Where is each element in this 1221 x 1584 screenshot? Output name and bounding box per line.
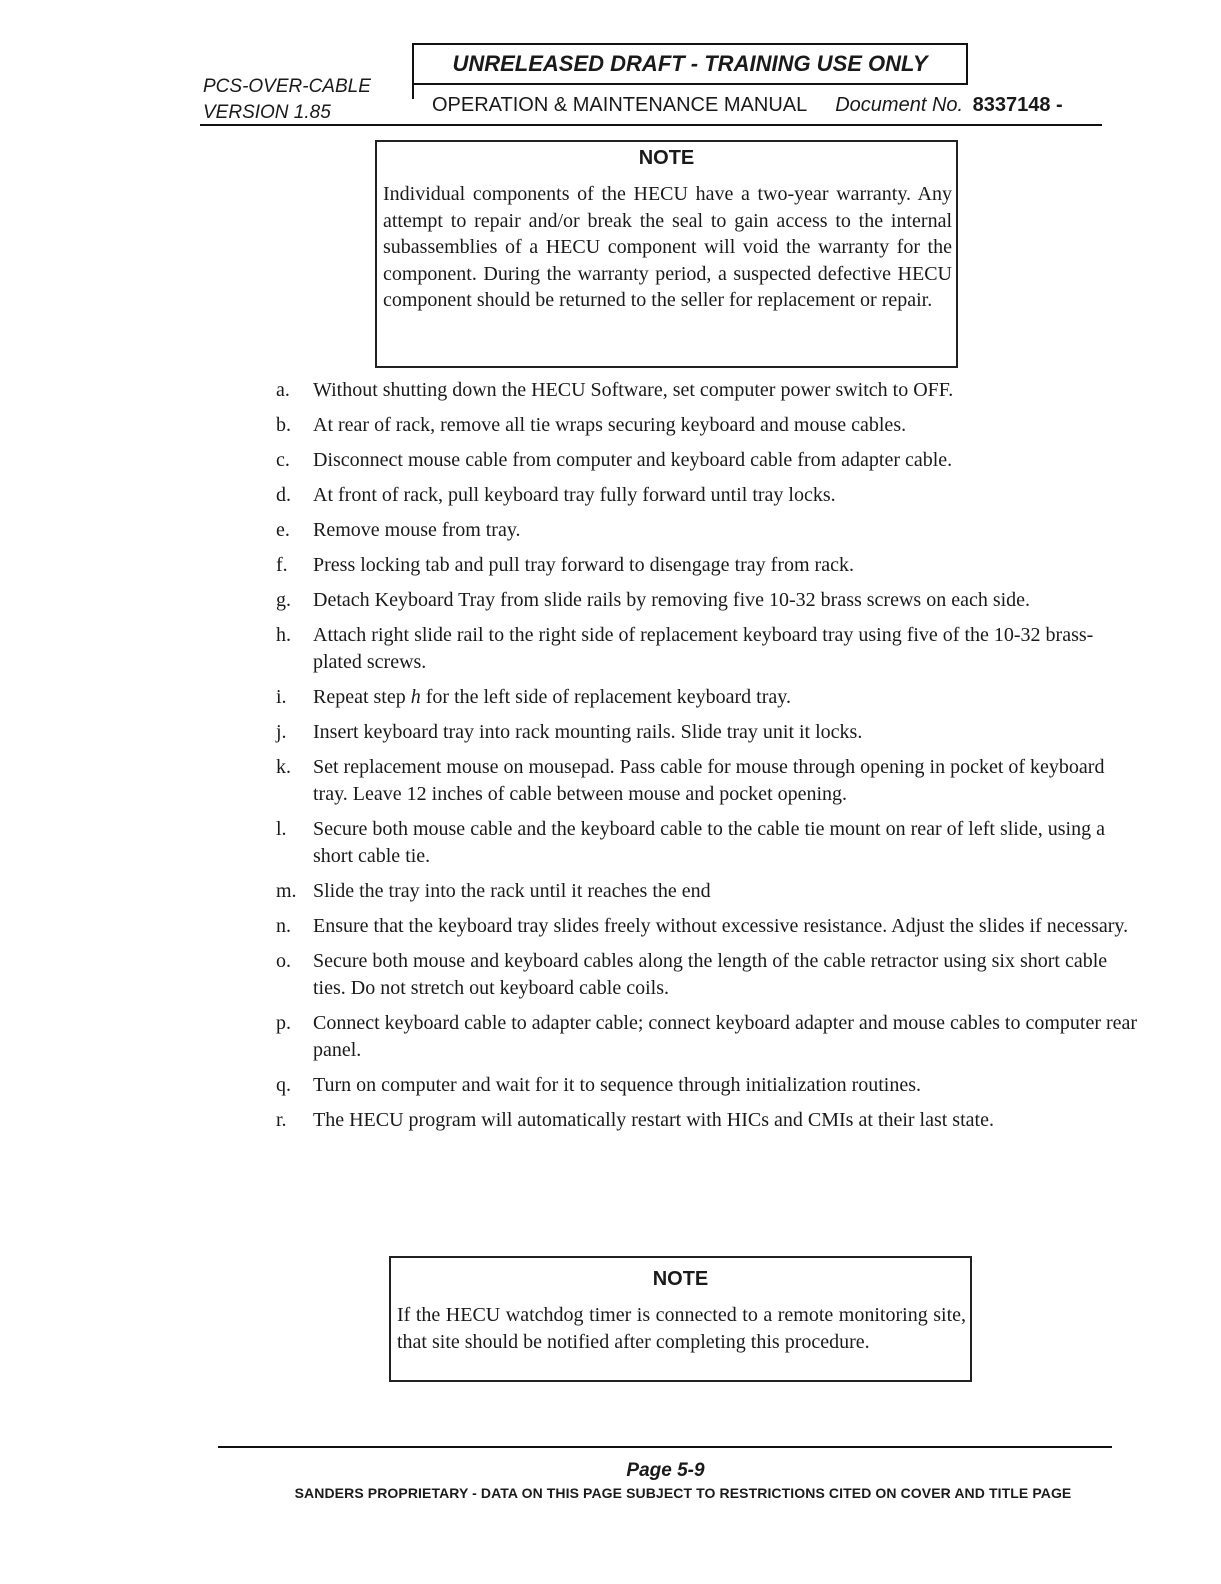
step-e <box>276 517 1138 544</box>
step-l <box>276 816 1138 870</box>
footer-rule <box>218 1446 1112 1448</box>
step-label: l. <box>276 818 287 840</box>
step-r <box>276 1107 1138 1134</box>
note-body: If the HECU watchdog timer is connected to a remote monitoring site, that site should be notified after completing this procedure. <box>397 1304 966 1353</box>
step-label: j. <box>276 721 287 743</box>
step-label: k. <box>276 756 291 778</box>
step-text-after: for the left side of replacement keyboard tray. <box>420 686 791 708</box>
header-rule <box>200 124 1102 126</box>
step-label: d. <box>276 484 291 506</box>
note-body: Individual components of the HECU have a two-year warranty. Any attempt to repair and/or break the seal to gain access to the internal subassemblies of a HECU component will void the warranty for the component. During the warranty period, a suspected defective HECU component should be returned to the seller for replacement or repair. <box>383 183 952 312</box>
step-text: Connect keyboard cable to adapter cable; connect keyboard adapter and mouse cables to computer rear panel. <box>313 1012 1138 1061</box>
step-label: n. <box>276 915 291 937</box>
step-text: Set replacement mouse on mousepad. Pass cable for mouse through opening in pocket of keyboard tray. Leave 12 inches of cable between mouse and pocket opening. <box>313 756 1105 805</box>
step-k <box>276 754 1138 808</box>
step-text: Detach Keyboard Tray from slide rails by removing five 10-32 brass screws on each side. <box>313 589 1031 611</box>
banner-divider <box>412 85 414 99</box>
step-o <box>276 948 1138 1002</box>
step-g <box>276 587 1138 614</box>
step-label: h. <box>276 624 291 646</box>
step-label: i. <box>276 686 287 708</box>
note-title: NOTE <box>652 1268 709 1290</box>
step-label: b. <box>276 414 291 436</box>
step-text: Remove mouse from tray. <box>313 519 521 541</box>
step-q <box>276 1072 1138 1099</box>
step-b <box>276 412 1138 439</box>
note-title: NOTE <box>638 147 695 169</box>
step-f <box>276 552 1138 579</box>
step-label: c. <box>276 449 290 471</box>
step-text: Ensure that the keyboard tray slides freely without excessive resistance. Adjust the slides if necessary. <box>313 915 1129 937</box>
manual-header-line <box>432 92 1063 118</box>
proprietary-notice: SANDERS PROPRIETARY - DATA ON THIS PAGE SUBJECT TO RESTRICTIONS CITED ON COVER AND TITLE PAGE <box>294 1485 1072 1501</box>
step-label: e. <box>276 519 290 541</box>
step-n <box>276 913 1138 940</box>
step-text-before: Repeat step <box>313 686 411 708</box>
step-text: Press locking tab and pull tray forward to disengage tray from rack. <box>313 554 854 576</box>
step-text: Turn on computer and wait for it to sequence through initialization routines. <box>313 1074 922 1096</box>
page-number: Page 5-9 <box>626 1460 705 1481</box>
step-label: m. <box>276 880 297 902</box>
draft-banner: UNRELEASED DRAFT - TRAINING USE ONLY <box>412 43 968 85</box>
procedure-steps <box>276 377 1138 1142</box>
product-name: PCS-OVER-CABLE <box>203 76 371 97</box>
warranty-note <box>375 140 958 368</box>
step-label: o. <box>276 950 291 972</box>
step-text: Secure both mouse cable and the keyboard cable to the cable tie mount on rear of left slide, using a short cable tie. <box>313 818 1105 867</box>
step-m <box>276 878 1138 905</box>
step-label: f. <box>276 554 288 576</box>
step-text: Secure both mouse and keyboard cables along the length of the cable retractor using six short cable ties. Do not stretch out keyboard cable coils. <box>313 950 1108 999</box>
step-label: p. <box>276 1012 291 1034</box>
document-label: Document No. <box>835 94 964 116</box>
step-text: Attach right slide rail to the right side of replacement keyboard tray using five of the 10-32 brass-plated screws. <box>313 624 1094 673</box>
step-d <box>276 482 1138 509</box>
step-c <box>276 447 1138 474</box>
step-label: q. <box>276 1074 291 1096</box>
step-j <box>276 719 1138 746</box>
step-reference: h <box>410 686 421 708</box>
step-p <box>276 1010 1138 1064</box>
version-label: VERSION 1.85 <box>203 102 331 123</box>
document-series <box>203 74 371 126</box>
step-a <box>276 377 1138 404</box>
step-text: The HECU program will automatically restart with HICs and CMIs at their last state. <box>313 1109 994 1131</box>
step-text: Disconnect mouse cable from computer and keyboard cable from adapter cable. <box>313 449 953 471</box>
step-label: g. <box>276 589 291 611</box>
step-i <box>276 684 1138 711</box>
step-text: At rear of rack, remove all tie wraps securing keyboard and mouse cables. <box>313 414 907 436</box>
watchdog-note <box>389 1256 972 1382</box>
step-text: At front of rack, pull keyboard tray fully forward until tray locks. <box>313 484 836 506</box>
step-text: Slide the tray into the rack until it reaches the end <box>313 880 711 902</box>
step-text: Without shutting down the HECU Software, set computer power switch to OFF. <box>313 379 954 401</box>
document-number: 8337148 - <box>972 94 1063 116</box>
step-text: Insert keyboard tray into rack mounting rails. Slide tray unit it locks. <box>313 721 863 743</box>
step-label: r. <box>276 1109 287 1131</box>
manual-title: OPERATION & MAINTENANCE MANUAL <box>432 94 808 116</box>
step-h <box>276 622 1138 676</box>
step-label: a. <box>276 379 290 401</box>
